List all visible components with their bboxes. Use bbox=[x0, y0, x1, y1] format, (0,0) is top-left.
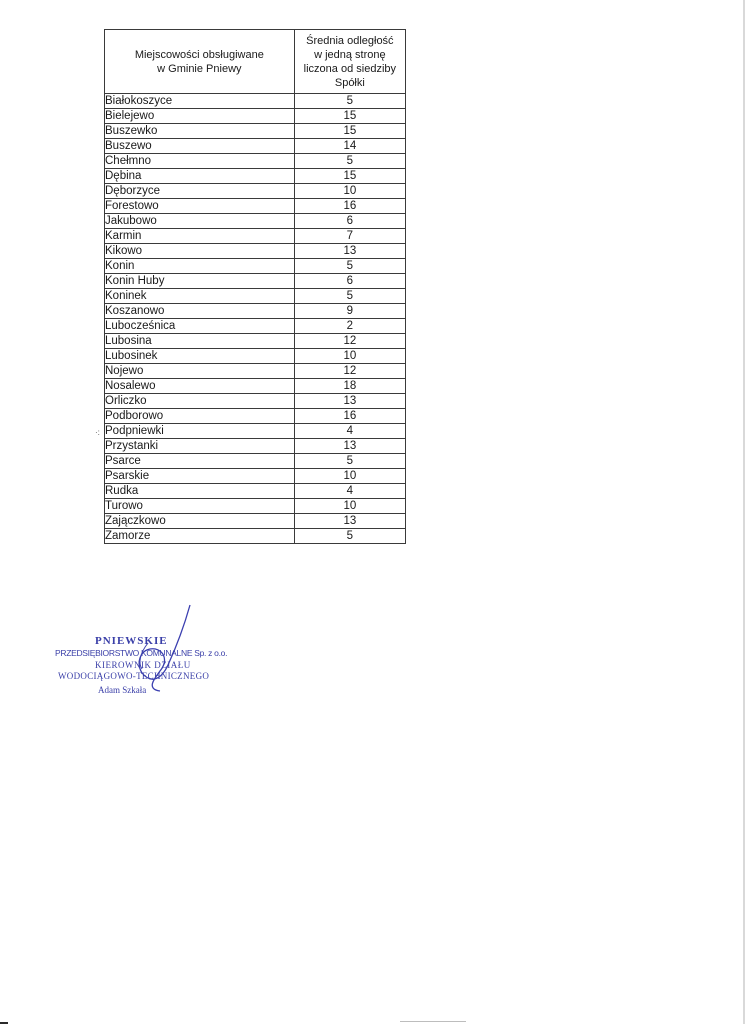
locality-name: Karmin bbox=[105, 229, 295, 244]
locality-name: Lubosina bbox=[105, 334, 295, 349]
distance-value: 16 bbox=[294, 409, 405, 424]
locality-name: Koszanowo bbox=[105, 304, 295, 319]
header-distance-line: liczona od siedziby bbox=[303, 62, 397, 75]
distance-table bbox=[104, 29, 406, 544]
locality-name: Zamorze bbox=[105, 529, 295, 544]
table-row bbox=[105, 259, 406, 274]
distance-value: 13 bbox=[294, 514, 405, 529]
table-row bbox=[105, 274, 406, 289]
stamp-line-3: KIEROWNIK DZIAŁU bbox=[95, 660, 191, 670]
distance-value: 13 bbox=[294, 244, 405, 259]
locality-name: Buszewo bbox=[105, 139, 295, 154]
distance-value: 7 bbox=[294, 229, 405, 244]
distance-value: 9 bbox=[294, 304, 405, 319]
table-row bbox=[105, 424, 406, 439]
distance-value: 15 bbox=[294, 124, 405, 139]
table-body bbox=[105, 94, 406, 544]
locality-name: Dębina bbox=[105, 169, 295, 184]
distance-value: 5 bbox=[294, 154, 405, 169]
locality-name: Psarce bbox=[105, 454, 295, 469]
distance-value: 14 bbox=[294, 139, 405, 154]
table-row bbox=[105, 439, 406, 454]
locality-name: Konin Huby bbox=[105, 274, 295, 289]
stamp-line-4: WODOCIĄGOWO-TECHNICZNEGO bbox=[58, 671, 210, 681]
locality-name: Lubocześnica bbox=[105, 319, 295, 334]
table-row bbox=[105, 394, 406, 409]
header-distance-line: w jedną stronę bbox=[314, 48, 386, 61]
stamp-line-1: PNIEWSKIE bbox=[95, 635, 168, 647]
scan-artifact bbox=[400, 1021, 466, 1022]
table-row bbox=[105, 139, 406, 154]
locality-name: Psarskie bbox=[105, 469, 295, 484]
locality-name: Dęborzyce bbox=[105, 184, 295, 199]
locality-name: Podpniewki bbox=[105, 424, 295, 439]
locality-name: Białokoszyce bbox=[105, 94, 295, 109]
table-row bbox=[105, 454, 406, 469]
distance-value: 5 bbox=[294, 529, 405, 544]
table-row bbox=[105, 499, 406, 514]
distance-value: 6 bbox=[294, 214, 405, 229]
table-row bbox=[105, 184, 406, 199]
table-row bbox=[105, 304, 406, 319]
distance-value: 5 bbox=[294, 454, 405, 469]
distance-value: 4 bbox=[294, 424, 405, 439]
locality-name: Forestowo bbox=[105, 199, 295, 214]
distance-value: 15 bbox=[294, 109, 405, 124]
distance-value: 10 bbox=[294, 499, 405, 514]
locality-name: Kikowo bbox=[105, 244, 295, 259]
locality-name: Konin bbox=[105, 259, 295, 274]
header-distance-line: Średnia odległość bbox=[306, 34, 394, 47]
distance-value: 12 bbox=[294, 364, 405, 379]
distance-value: 15 bbox=[294, 169, 405, 184]
stamp-line-2: PRZEDSIĘBIORSTWO KOMUNALNE Sp. z o.o. bbox=[55, 648, 228, 658]
locality-name: Nojewo bbox=[105, 364, 295, 379]
table-row bbox=[105, 214, 406, 229]
table-row bbox=[105, 154, 406, 169]
locality-name: Chełmno bbox=[105, 154, 295, 169]
locality-name: Orliczko bbox=[105, 394, 295, 409]
company-stamp bbox=[55, 603, 230, 703]
locality-name: Bielejewo bbox=[105, 109, 295, 124]
header-localities bbox=[105, 30, 295, 94]
header-average-distance bbox=[294, 30, 405, 94]
table-row bbox=[105, 124, 406, 139]
locality-name: Nosalewo bbox=[105, 379, 295, 394]
table-row bbox=[105, 349, 406, 364]
locality-name: Turowo bbox=[105, 499, 295, 514]
locality-name: Podborowo bbox=[105, 409, 295, 424]
table-row bbox=[105, 469, 406, 484]
locality-name: Przystanki bbox=[105, 439, 295, 454]
locality-name: Jakubowo bbox=[105, 214, 295, 229]
distance-value: 10 bbox=[294, 349, 405, 364]
table-row bbox=[105, 364, 406, 379]
distance-value: 5 bbox=[294, 289, 405, 304]
distance-value: 13 bbox=[294, 394, 405, 409]
table-header-row bbox=[105, 30, 406, 94]
locality-name: Zajączkowo bbox=[105, 514, 295, 529]
distance-value: 10 bbox=[294, 184, 405, 199]
table-row bbox=[105, 409, 406, 424]
table-row bbox=[105, 94, 406, 109]
header-localities-line: w Gminie Pniewy bbox=[157, 62, 242, 75]
distance-value: 5 bbox=[294, 259, 405, 274]
distance-value: 2 bbox=[294, 319, 405, 334]
table-row bbox=[105, 319, 406, 334]
distance-value: 12 bbox=[294, 334, 405, 349]
distance-value: 4 bbox=[294, 484, 405, 499]
locality-name: Buszewko bbox=[105, 124, 295, 139]
margin-mark: ·: bbox=[95, 428, 100, 437]
table-row bbox=[105, 529, 406, 544]
distance-value: 16 bbox=[294, 199, 405, 214]
table-row bbox=[105, 514, 406, 529]
distance-value: 5 bbox=[294, 94, 405, 109]
distance-value: 10 bbox=[294, 469, 405, 484]
table-row bbox=[105, 229, 406, 244]
table-row bbox=[105, 109, 406, 124]
distance-value: 6 bbox=[294, 274, 405, 289]
table-row bbox=[105, 334, 406, 349]
table-row bbox=[105, 484, 406, 499]
distance-value: 13 bbox=[294, 439, 405, 454]
locality-name: Koninek bbox=[105, 289, 295, 304]
table-row bbox=[105, 379, 406, 394]
table-row bbox=[105, 244, 406, 259]
table-row bbox=[105, 169, 406, 184]
stamp-line-5: Adam Szkała bbox=[98, 685, 147, 695]
header-distance-line: Spółki bbox=[334, 76, 365, 89]
distance-value: 18 bbox=[294, 379, 405, 394]
table-row bbox=[105, 199, 406, 214]
locality-name: Rudka bbox=[105, 484, 295, 499]
locality-name: Lubosinek bbox=[105, 349, 295, 364]
header-localities-line: Miejscowości obsługiwane bbox=[134, 48, 264, 61]
table-row bbox=[105, 289, 406, 304]
